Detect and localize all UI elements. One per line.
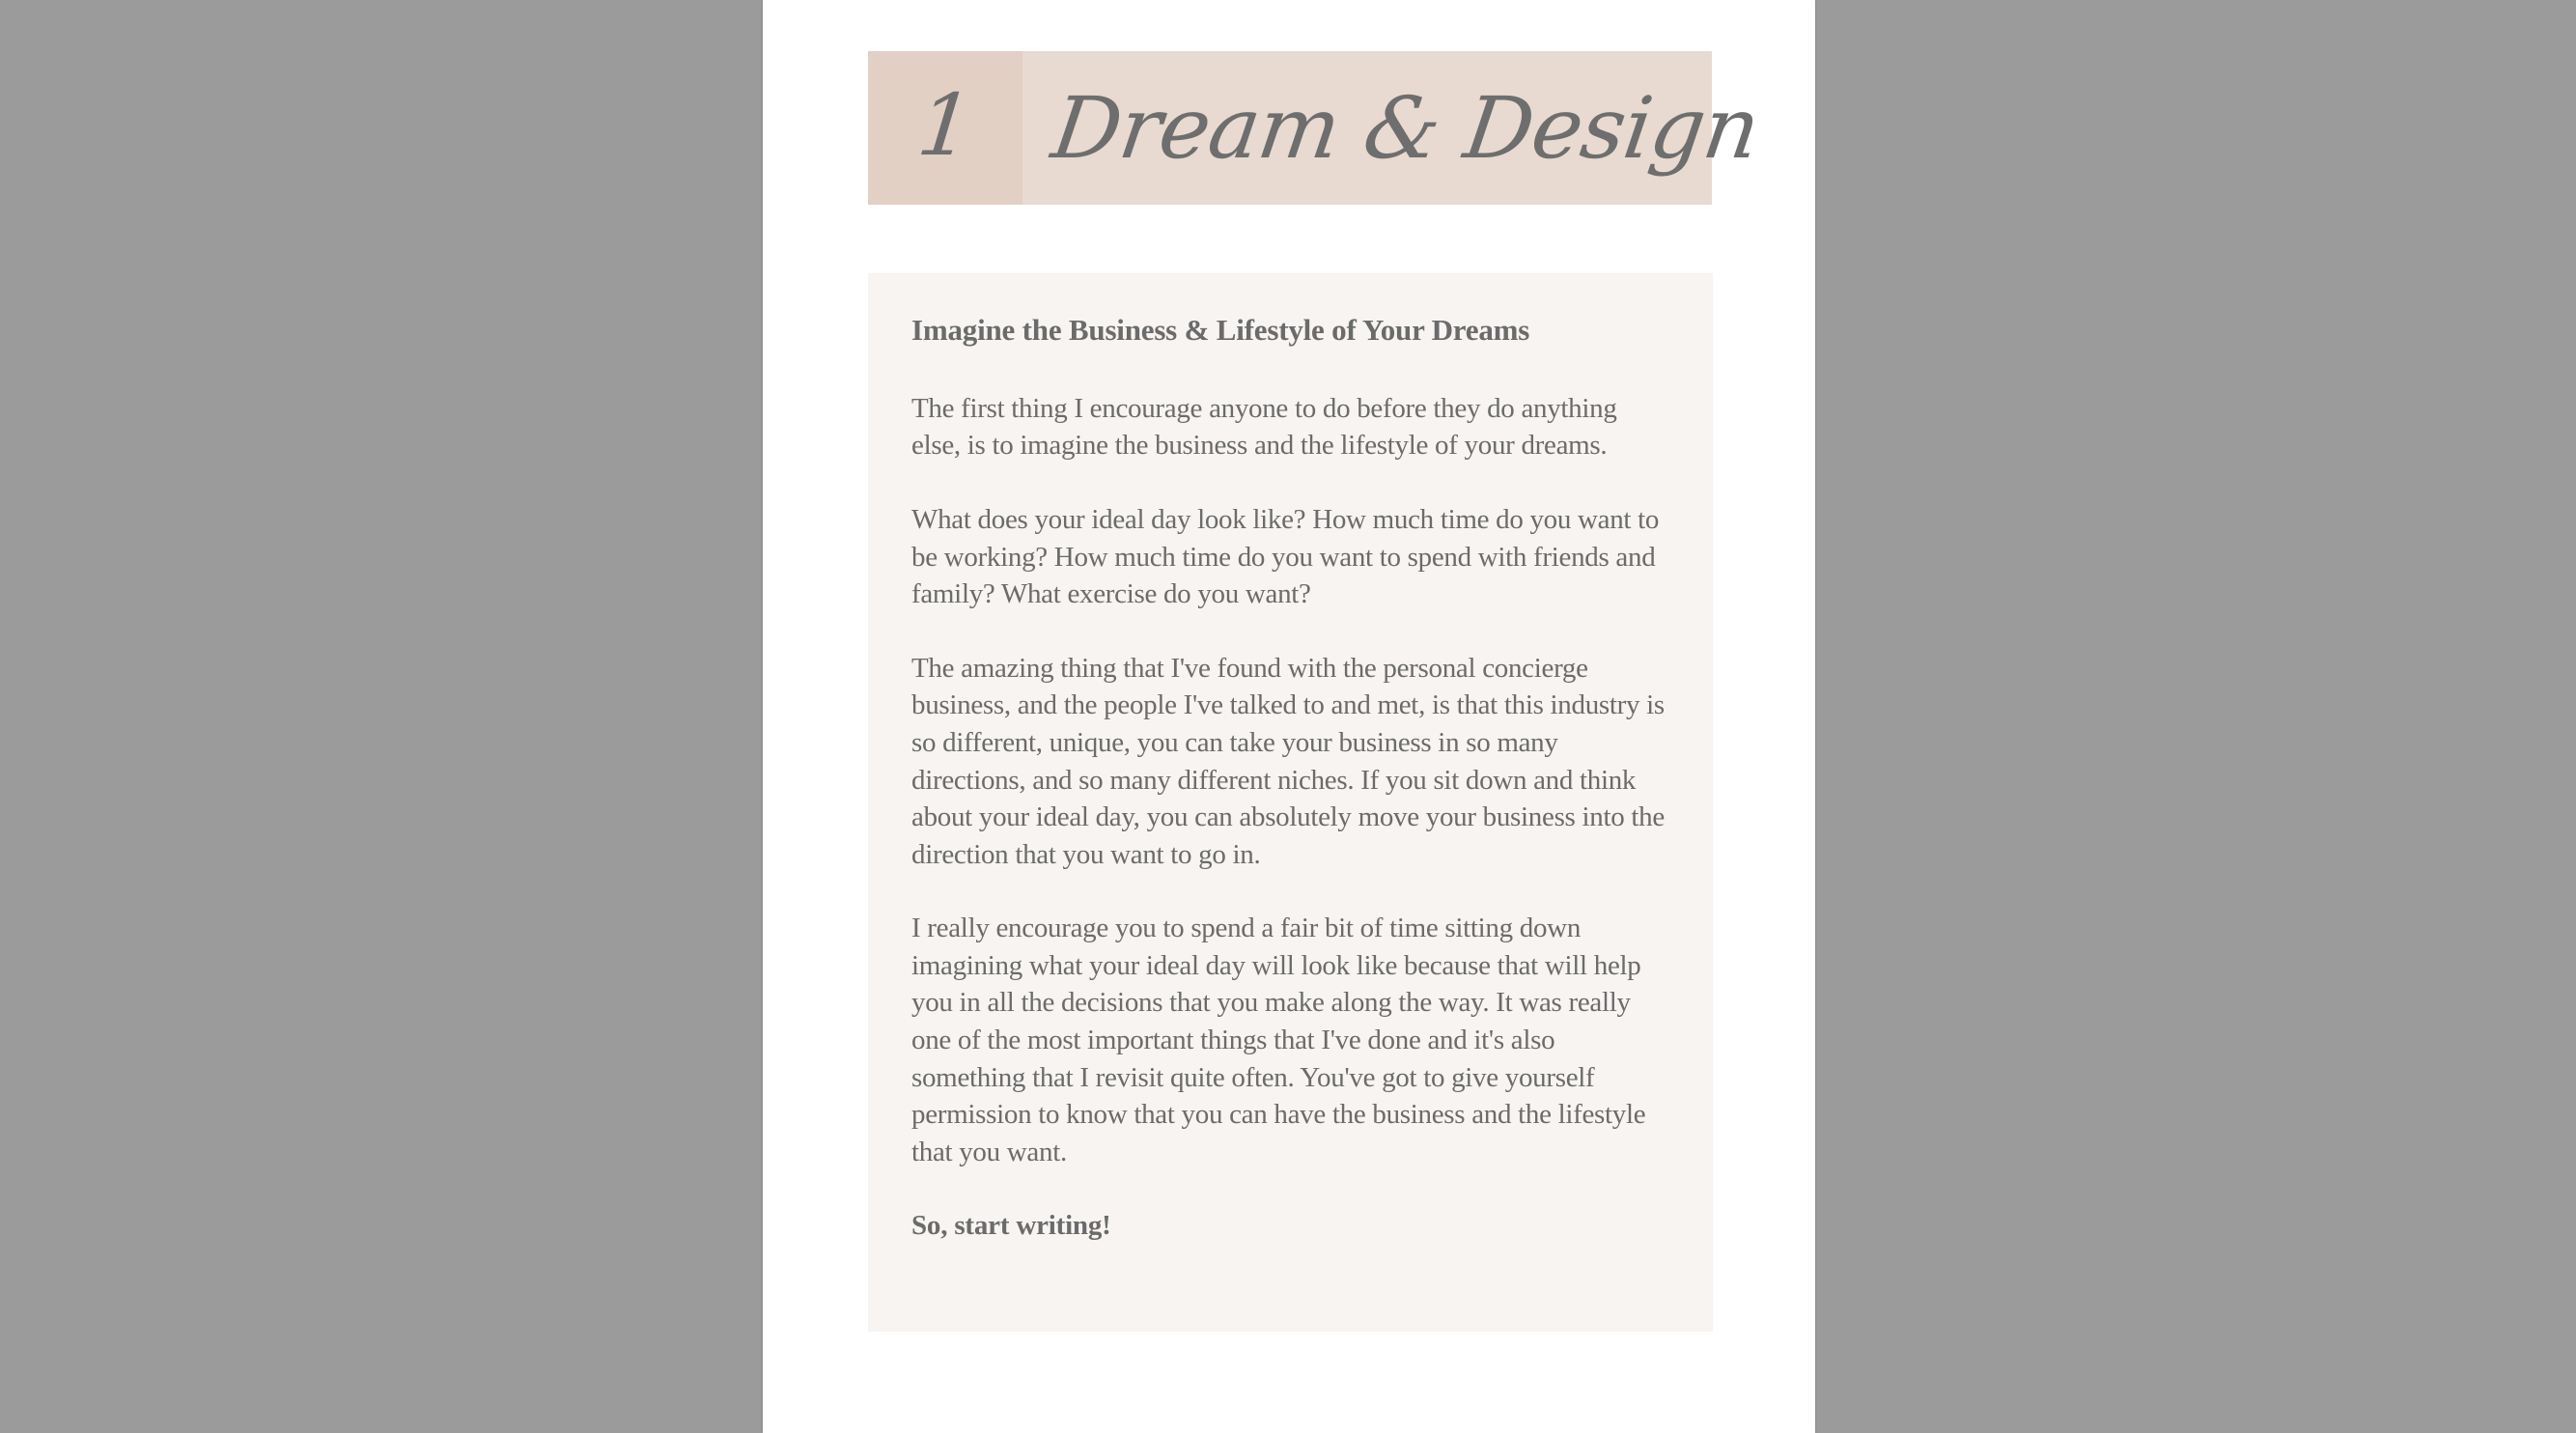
paragraph-encouragement: I really encourage you to spend a fair bit of time sitting down imagining what your ideal day will look like because that will help you in all the decisions that you make along the way. It was really one of the most important things that I've done and it's also something that I revisit quite often. You've got to give yourself permission to know that you can have the business and the lifestyle that you want. [911,913,1646,1167]
chapter-title: Dream & Design [1046,78,1766,178]
paragraph-intro: The first thing I encourage anyone to do before they do anything else, is to imagine the business and the lifestyle of your dreams. [911,392,1617,462]
content-panel [868,273,1713,1332]
section-heading: Imagine the Business & Lifestyle of Your Dreams [911,313,1530,347]
chapter-header [868,51,1766,205]
chapter-number-box [868,51,1022,205]
paragraph-ideal-day: What does your ideal day look like? How much time do you want to be working? How much time do you want to spend with friends and family? What exercise do you want? [911,503,1660,610]
document-page [763,0,1815,1433]
chapter-number: 1 [912,74,978,175]
closing-line: So, start writing! [911,1210,1111,1242]
paragraph-industry: The amazing thing that I've found with the personal concierge business, and the people I've talked to and met, is that this industry is so different, unique, you can take your business in so many directions, and so many different niches. If you sit down and think about your ideal day, you can absolutely move your business into the direction that you want to go in. [911,652,1665,870]
